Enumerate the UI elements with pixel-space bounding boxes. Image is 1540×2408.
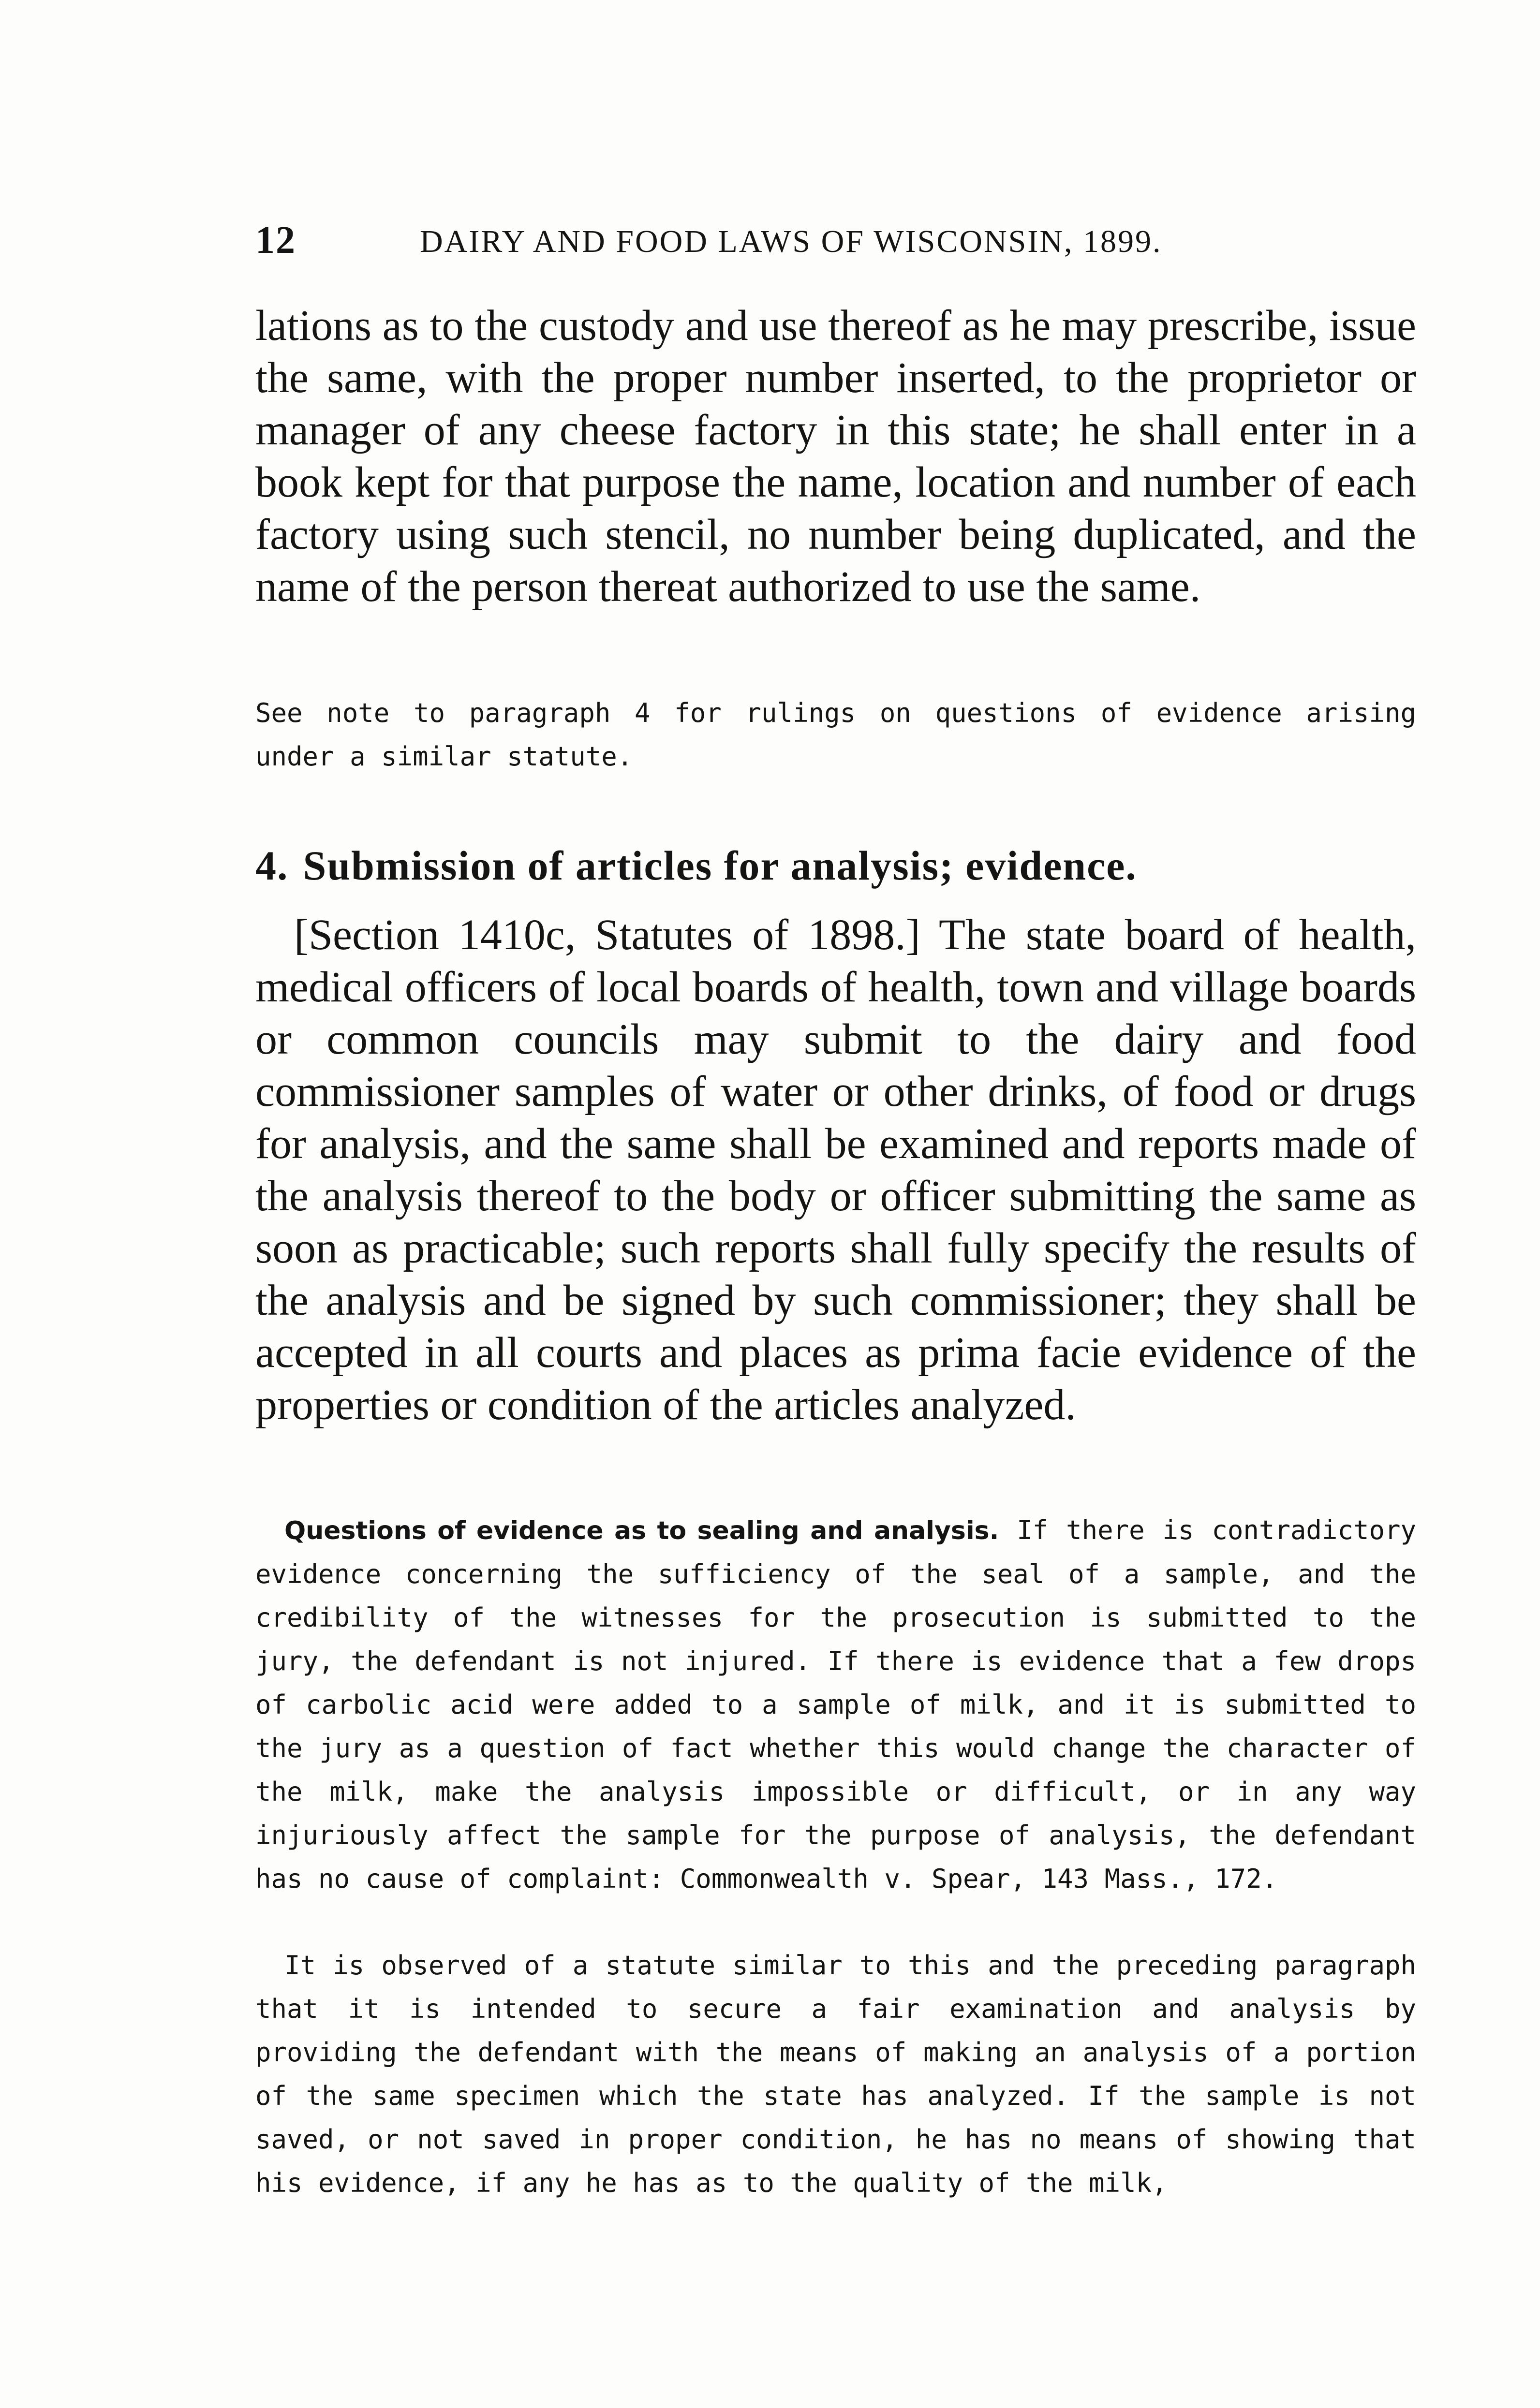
annotation-note-2 bbox=[255, 1509, 1416, 1901]
page-number: 12 bbox=[255, 219, 296, 262]
section-heading bbox=[255, 841, 1416, 890]
running-header bbox=[255, 219, 1416, 272]
body-paragraph-1: lations as to the custody and use thereof as he may prescribe, issue the same, with the proper number inserted, to the proprietor or manager of any cheese factory in this state; he shall enter in a book kept for that purpose the name, location and number of each factory using such stencil, no number being duplicated, and the name of the person thereat authorized to use the same. bbox=[255, 302, 1416, 611]
section-number: 4. bbox=[255, 842, 289, 889]
running-title: DAIRY AND FOOD LAWS OF WISCONSIN, 1899. bbox=[420, 224, 1162, 259]
annotation-lead-in: Questions of evidence as to sealing and analysis. bbox=[284, 1516, 999, 1545]
annotation-note-3: It is observed of a statute similar to this and the preceding paragraph that it is intended to secure a fair examination and analysis by providing the defendant with the means of making an analysis of a portion of the same specimen which the state has analyzed. If the sample is not saved, or not saved in proper condition, he has no means of showing that his evidence, if any he has as to the quality of the milk, bbox=[255, 1950, 1416, 2198]
body-paragraph-2: [Section 1410c, Statutes of 1898.] The state board of health, medical officers of local boards of health, town and village boards or common councils may submit to the dairy and food commissioner samples of water or other drinks, of food or drugs for analysis, and the same shall be examined and reports made of the analysis thereof to the body or officer submitting the same as soon as practicable; such reports shall fully specify the results of the analysis and be signed by such commissioner; they shall be accepted in all courts and places as prima facie evidence of the properties or condition of the articles analyzed. bbox=[255, 911, 1416, 1429]
annotation-note-2-text: If there is contradictory evidence concerning the sufficiency of the seal of a sample, and the credibility of the witnesses for the prosecution is submitted to the jury, the defendant is not injured. If there is evidence that a few drops of carbolic acid were added to a sample of milk, and it is submitted to the jury as a question of fact whether this would change the character of the milk, make the analysis impossible or difficult, or in any way injuriously affect the sample for the purpose of analysis, the defendant has no cause of complaint: Commonwealth v. Spear, 143 Mass., 172. bbox=[255, 1515, 1416, 1894]
annotation-note-1: See note to paragraph 4 for rulings on questions of evidence arising under a similar statute. bbox=[255, 698, 1416, 772]
section-title: Submission of articles for analysis; evidence. bbox=[303, 842, 1137, 889]
